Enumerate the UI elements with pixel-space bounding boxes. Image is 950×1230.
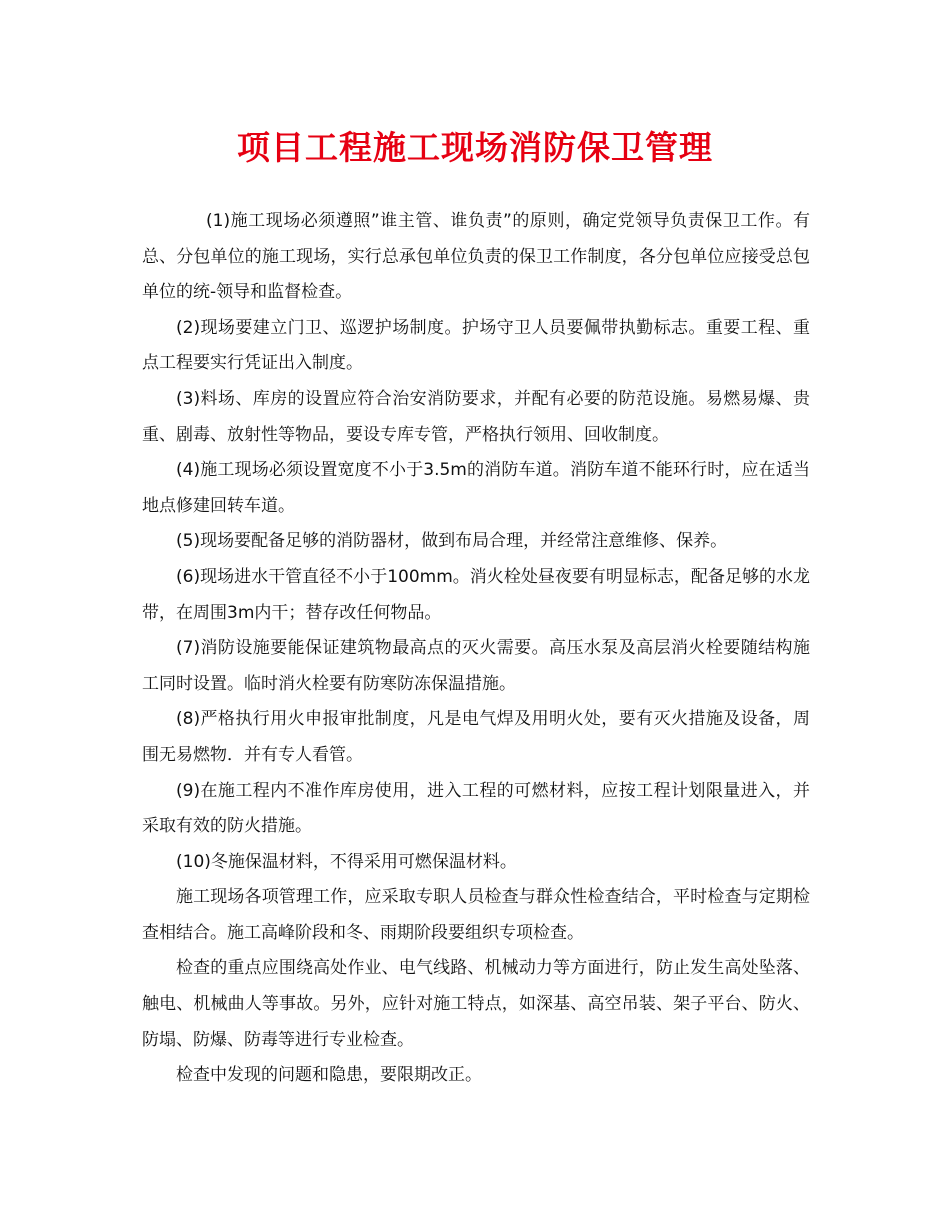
- paragraph-4: (4)施工现场必须设置宽度不小于3.5m的消防车道。消防车道不能环行时，应在适当地点修建回转车道。: [142, 460, 810, 516]
- paragraph-7: (7)消防设施要能保证建筑物最高点的灭火需要。高压水泵及高层消火栓要随结构施工同时设置。临时消火栓要有防寒防冻保温措施。: [142, 638, 810, 694]
- paragraph-12: 检查的重点应围绕高处作业、电气线路、机械动力等方面进行，防止发生高处坠落、触电、机械曲人等事故。另外，应针对施工特点，如深基、高空吊装、架子平台、防火、防塌、防爆、防毒等进行专业检查。: [142, 958, 810, 1050]
- paragraph-6: (6)现场进水干管直径不小于100mm。消火栓处昼夜要有明显标志，配备足够的水龙带，在周围3m内干；替存改任何物品。: [142, 566, 810, 623]
- paragraph-1: (1)施工现场必须遵照”谁主管、谁负责”的原则，确定党领导负责保卫工作。有总、分包单位的施工现场，实行总承包单位负责的保卫工作制度，各分包单位应接受总包单位的统-领导和监督检查。: [142, 211, 810, 303]
- paragraph-10: (10)冬施保温材料，不得采用可燃保温材料。: [176, 851, 517, 872]
- paragraph-13: 检查中发现的问题和隐患，要限期改正。: [176, 1065, 482, 1086]
- paragraph-9: (9)在施工程内不准作库房使用，进入工程的可燃材料，应按工程计划限量进入，并采取有效的防火措施。: [142, 780, 810, 837]
- document-body: [142, 204, 810, 1094]
- paragraph-8: (8)严格执行用火申报审批制度，凡是电气焊及用明火处，要有灭火措施及设备，周围无易燃物．并有专人看管。: [142, 709, 810, 765]
- paragraph-2: (2)现场要建立门卫、巡逻护场制度。护场守卫人员要佩带执勤标志。重要工程、重点工程要实行凭证出入制度。: [142, 317, 810, 374]
- paragraph-3: (3)料场、库房的设置应符合治安消防要求，并配有必要的防范设施。易燃易爆、贵重、剧毒、放射性等物品，要设专库专管，严格执行领用、回收制度。: [142, 388, 810, 445]
- paragraph-11: 施工现场各项管理工作，应采取专职人员检查与群众性检查结合，平时检查与定期检查相结合。施工高峰阶段和冬、雨期阶段要组织专项检查。: [142, 887, 810, 943]
- paragraph-5: (5)现场要配备足够的消防器材，做到布局合理，并经常注意维修、保养。: [176, 531, 728, 552]
- document-title: 项目工程施工现场消防保卫管理: [237, 128, 713, 167]
